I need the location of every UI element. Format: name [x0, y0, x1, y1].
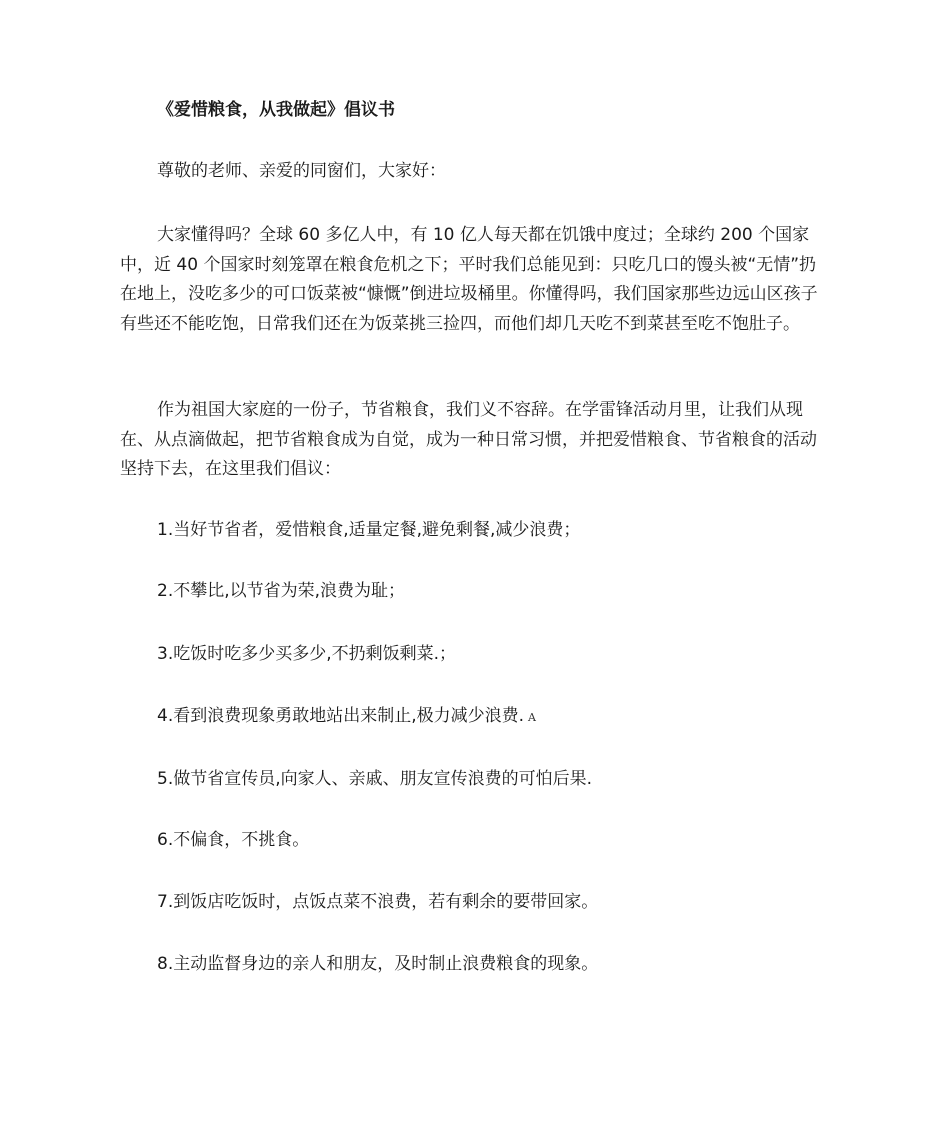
paragraph-1: 大家懂得吗？全球 60 多亿人中，有 10 亿人每天都在饥饿中度过；全球约 200 个国家中，近 40 个国家时刻笼罩在粮食危机之下；平时我们总能见到：只吃几口的馒头被“无情”扔在地上，没吃多少的可口饭菜被“慷慨”倒进垃圾桶里。你懂得吗，我们国家那些边远山区孩子有些还不能吃饱，日常我们还在为饭菜挑三捡四，而他们却几天吃不到菜甚至吃不饱肚子。 [120, 225, 818, 334]
list-item-4-text: 4.看到浪费现象勇敢地站出来制止,极力减少浪费. [157, 706, 525, 726]
list-item-2: 2.不攀比,以节省为荣,浪费为耻； [157, 581, 406, 601]
list-item-8: 8.主动监督身边的亲人和朋友，及时制止浪费粮食的现象。 [157, 954, 599, 974]
list-item-7: 7.到饭店吃饭时，点饭点菜不浪费，若有剩余的要带回家。 [157, 892, 599, 912]
paragraph-2: 作为祖国大家庭的一份子，节省粮食，我们义不容辞。在学雷锋活动月里，让我们从现在、从点滴做起，把节省粮食成为自觉，成为一种日常习惯，并把爱惜粮食、节省粮食的活动坚持下去，在这里我们倡议： [120, 400, 817, 480]
list-item-1: 1.当好节省者，爱惜粮食,适量定餐,避免剩餐,减少浪费； [157, 520, 581, 540]
list-item-4 [157, 703, 536, 731]
editor-mark: A [528, 711, 536, 724]
document-title: 《爱惜粮食，从我做起》倡议书 [157, 100, 395, 120]
list-item-5: 5.做节省宣传员,向家人、亲戚、朋友宣传浪费的可怕后果. [157, 769, 593, 789]
greeting: 尊敬的老师、亲爱的同窗们，大家好： [157, 161, 446, 181]
list-item-6: 6.不偏食，不挑食。 [157, 830, 310, 850]
list-item-3: 3.吃饭时吃多少买多少,不扔剩饭剩菜.； [157, 644, 457, 664]
